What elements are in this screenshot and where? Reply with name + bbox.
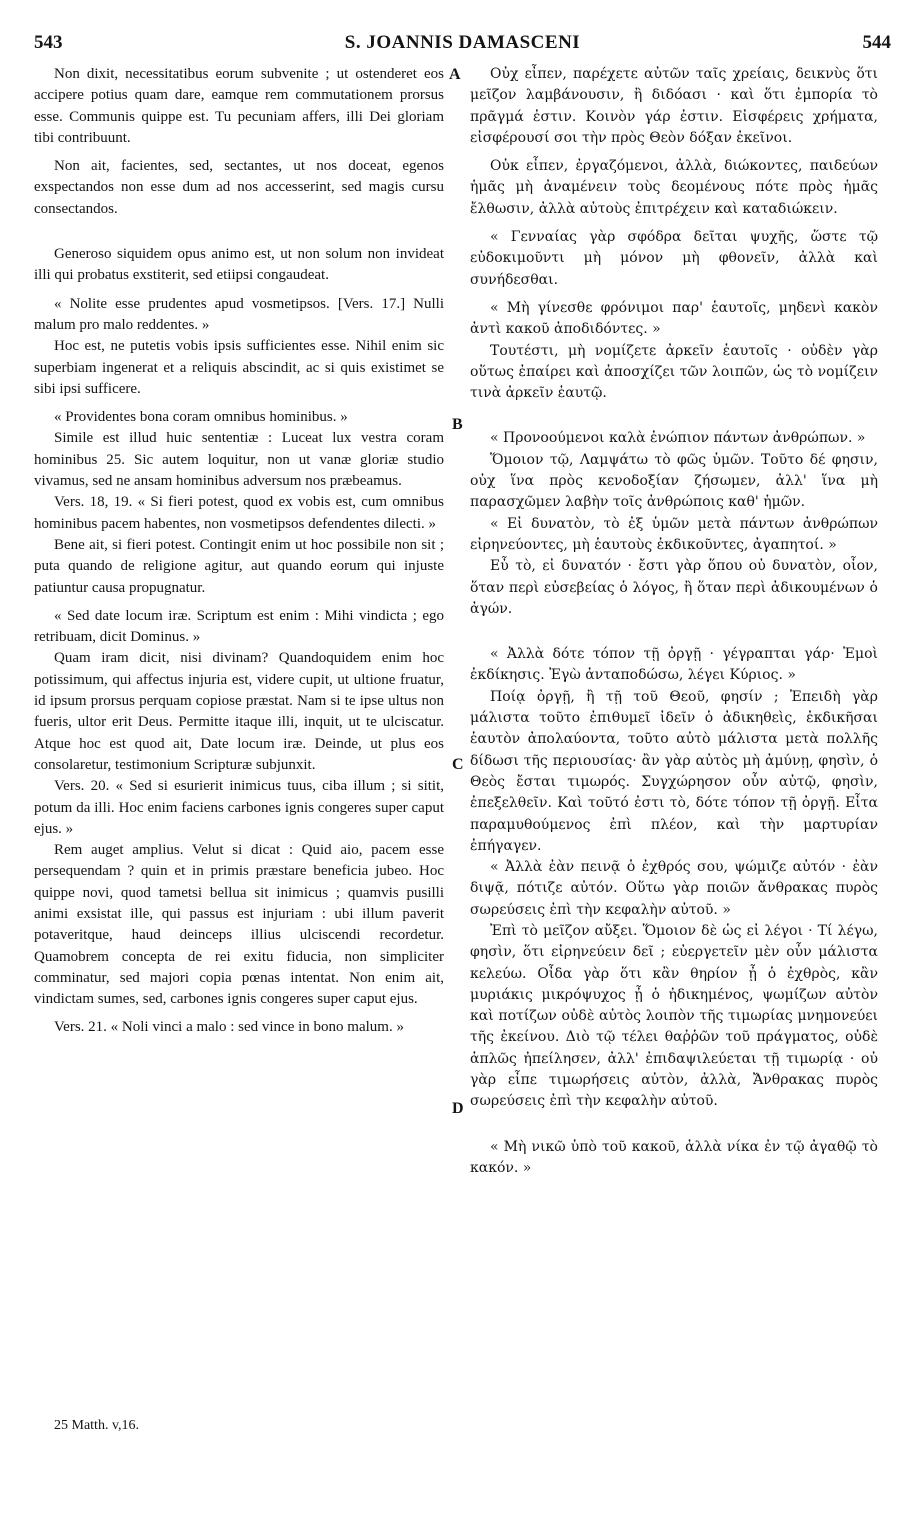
latin-paragraph: Simile est illud huic sententiæ : Luceat lux vestra coram hominibus 25. Sic autem loquitur, non ut vanæ gloriæ studio vivamus, sed ne ansam hominibus adversum nos præbeamus. <box>34 430 444 490</box>
page-number-right: 544 <box>862 32 891 53</box>
latin-paragraph: Vers. 20. « Sed si esurierit inimicus tuus, ciba illum ; si sitit, potum da illi. Hoc enim faciens carbones ignis congeres super caput ejus. » <box>34 778 444 837</box>
greek-paragraph: Εὖ τὸ, εἰ δυνατόν · ἔστι γὰρ ὅπου οὐ δυνατὸν, οἷον, ὅταν περὶ εὐσεβείας ὁ λόγος, ἢ ὅταν περὶ ἀδικουμένων ὁ ἀγών. <box>470 558 878 617</box>
margin-letter-a: A <box>449 66 461 83</box>
greek-paragraph: Ποίᾳ ὀργῇ, ἢ τῇ τοῦ Θεοῦ, φησίν ; Ἐπειδὴ γὰρ μάλιστα τοῦτο ἐπιθυμεῖ ἰδεῖν ὁ ἀδικηθεὶς, ἐκδικῆσαι ἑαυτὸν ἀπολαύοντα, τοῦτο αὐτὸ μάλιστα μετὰ πολλῆς δίδωσι τῆς περιουσίας· ἂν γὰρ αὐτὸς μὴ ἀμύνῃ, φησὶν, ὁ Θεὸς ἔσται τιμωρός. Συγχώρησον οὖν αὐτῷ, φησὶν, ἐπεξελθεῖν. Καὶ τοῦτό ἐστι τὸ, δότε τόπον τῇ ὀργῇ. Εἶτα παραμυθούμενος ἐπὶ πλέον, καὶ τὴν μαρτυρίαν ἐπήγαγεν. <box>470 688 878 854</box>
latin-paragraph: « Sed date locum iræ. Scriptum est enim : Mihi vindicta ; ego retribuam, dicit Dominus. » <box>34 607 444 646</box>
latin-paragraph: Vers. 18, 19. « Si fieri potest, quod ex vobis est, cum omnibus hominibus pacem habentes, non vosmetipsos defendentes dilecti. » <box>34 494 444 532</box>
latin-paragraph: Generoso siquidem opus animo est, ut non solum non invideat illi qui probatus exstiterit, sed etiipsi congaudeat. <box>34 246 444 284</box>
greek-paragraph: « Ἀλλὰ ἐὰν πεινᾷ ὁ ἐχθρός σου, ψώμιζε αὐτόν · ἐὰν διψᾷ, πότιζε αὐτόν. Οὕτω γὰρ ποιῶν ἄνθρακας πυρὸς σωρεύσεις ἐπὶ τὴν κεφαλὴν αὐτοῦ. » <box>470 859 878 918</box>
greek-column <box>470 64 878 1179</box>
margin-letter-c: C <box>452 756 464 773</box>
margin-letter-d: D <box>452 1100 464 1117</box>
greek-paragraph: « Γενναίας γὰρ σφόδρα δεῖται ψυχῆς, ὥστε τῷ εὐδοκιμοῦντι μὴ μόνον μὴ φθονεῖν, ἀλλὰ καὶ συνήδεσθαι. <box>470 229 878 288</box>
latin-column <box>34 64 444 1039</box>
latin-paragraph: Vers. 21. « Noli vinci a malo : sed vince in bono malum. » <box>54 1019 404 1036</box>
greek-paragraph: Ἐπὶ τὸ μεῖζον αὔξει. Ὅμοιον δὲ ὡς εἰ λέγοι · Τί λέγω, φησὶν, ὅτι εἰρηνεύειν δεῖ ; εὐεργετεῖν μὲν οὖν μάλιστα κελεύω. Οἶδα γὰρ ὅτι κἂν θηρίον ᾖ ὁ ἐχθρὸς, κἂν μυριάκις μικρόψυχος ᾖ ὁ ἠδικημένος, ψωμίζων αὐτὸν καὶ ποτίζων οὐδὲ αὐτὸς λοιπὸν τῆς τιμωρίας μνημονεύει τῆς ἐκείνου. Διὸ τῷ τέλει θαῤῥῶν τοῦ πράγματος, οὐδὲ ἁπλῶς ἠπείλησεν, ἀλλ' ἐπιδαψιλεύεται τῇ τιμωρίᾳ · οὐ γὰρ εἶπε τιμωρήσεις αὐτὸν, ἀλλὰ, Ἄνθρακας πυρὸς σωρεύσεις ἐπὶ τὴν κεφαλὴν αὐτοῦ. <box>470 922 878 1110</box>
latin-paragraph: Bene ait, si fieri potest. Contingit enim ut hoc possibile non sit ; puta quando de religione agitur, aut quando eorum qui injuste patiuntur causa propugnatur. <box>34 536 444 596</box>
greek-paragraph: Οὐκ εἶπεν, ἐργαζόμενοι, ἀλλὰ, διώκοντες, παιδεύων ἡμᾶς μὴ ἀναμένειν τοὺς δεομένους πότε πρὸς ἡμᾶς ἔλθωσιν, ἀλλὰ αὐτοὺς ἐπιτρέχειν καὶ καταδιώκειν. <box>470 158 878 217</box>
latin-paragraph: Non dixit, necessitatibus eorum subvenite ; ut ostenderet eos accipere potius quam dare, eamque rem commutationem prorsus esse. Communis quippe est. Tu pecuniam affers, illi Dei gloriam tibi contribuunt. <box>34 66 444 146</box>
page-number-left: 543 <box>34 32 63 53</box>
greek-paragraph: « Εἰ δυνατὸν, τὸ ἐξ ὑμῶν μετὰ πάντων ἀνθρώπων εἰρηνεύοντες, μὴ ἑαυτοὺς ἐκδικοῦντες, ἀγαπητοί. » <box>470 515 878 553</box>
latin-paragraph: Non ait, facientes, sed, sectantes, ut nos doceat, egenos exspectandos non esse dum ad nos accesserint, sed magis cursu consectandos. <box>34 158 444 217</box>
latin-paragraph: « Nolite esse prudentes apud vosmetipsos. [Vers. 17.] Nulli malum pro malo reddentes. » <box>34 295 444 333</box>
greek-paragraph: « Προνοούμενοι καλὰ ἐνώπιον πάντων ἀνθρώπων. » <box>490 430 866 447</box>
greek-paragraph: Οὐχ εἶπεν, παρέχετε αὐτῶν ταῖς χρείαις, δεικνὺς ὅτι μεῖζον λαμβάνουσιν, ἢ διδόασι · καὶ ὅτι ἐμπορία τὸ πρᾶγμά ἐστιν. Κοινὸν γάρ ἐστιν. Εἰσφέρεις χρήματα, εἰσφέρουσί σοι τὴν πρὸς Θεὸν δόξαν ἐκεῖνοι. <box>470 66 878 146</box>
greek-paragraph: Τουτέστι, μὴ νομίζετε ἀρκεῖν ἑαυτοῖς · οὐδὲν γὰρ οὕτως ἐπαίρει καὶ ἀποσχίζει τῶν λοιπῶν, ὡς τὸ νομίζειν τινὰ ἀρκεῖν ἑαυτῷ. <box>470 342 878 402</box>
greek-paragraph: « Μὴ γίνεσθε φρόνιμοι παρ' ἑαυτοῖς, μηδενὶ κακὸν ἀντὶ κακοῦ ἀποδιδόντες. » <box>470 299 878 338</box>
latin-paragraph: Rem auget amplius. Velut si dicat : Quid aio, pacem esse persequendam ? quin et in primis præstare beneficia jubeo. Hoc quippe novi, quod tametsi bellua sit inimicus ; quamvis pusilli animi exsistat ille, qui passus est injuriam : ubi illum paverit potaveritque, haud deinceps illius ulciscendi recordetur. Quamobrem concepta de rei exitu fiducia, non simpliciter comminatur, sed majori copia pœnas intentat. Non enim ait, vindictam sumes, sed, carbones ignis congeres super caput ejus. <box>34 842 444 1008</box>
latin-paragraph: « Providentes bona coram omnibus hominibus. » <box>54 409 348 426</box>
greek-paragraph: Ὅμοιον τῷ, Λαμψάτω τὸ φῶς ὑμῶν. Τοῦτο δέ φησιν, οὐχ ἵνα πρὸς κενοδοξίαν ζήσωμεν, ἀλλ' ἵνα μὴ παρασχῶμεν λαβὴν τοῖς ἀνθρώποις καθ' ἡμῶν. <box>470 451 878 511</box>
latin-paragraph: Hoc est, ne putetis vobis ipsis sufficientes esse. Nihil enim sic superbiam ingenerat et a reliquis abscindit, ac si quis existimet se sibi ipsi sufficere. <box>34 338 444 397</box>
greek-paragraph: « Μὴ νικῶ ὑπὸ τοῦ κακοῦ, ἀλλὰ νίκα ἐν τῷ ἀγαθῷ τὸ κακόν. » <box>470 1138 878 1176</box>
greek-paragraph: « Ἀλλὰ δότε τόπον τῇ ὀργῇ · γέγραπται γάρ· Ἐμοὶ ἐκδίκησις. Ἐγὼ ἀνταποδώσω, λέγει Κύριος. » <box>470 646 878 684</box>
running-title: S. JOANNIS DAMASCENI <box>344 32 581 53</box>
footnote: 25 Matth. v,16. <box>54 1418 140 1433</box>
latin-paragraph: Quam iram dicit, nisi divinam? Quandoquidem enim hoc potissimum, qui affectus injuria est, videre cupit, ut ultione fruatur, id ipsum prorsus perquam copiose præstat. Nam si te ipse ultus non fueris, ultor erit Deus. Permitte itaque illi, inquit, ut te ulciscatur. Atque hoc est quod ait, Date locum iræ. Deinde, ut plus eos consolaretur, testimonium Scripturæ subjunxit. <box>34 650 444 773</box>
margin-letter-b: B <box>452 416 463 433</box>
page-header <box>34 32 891 58</box>
